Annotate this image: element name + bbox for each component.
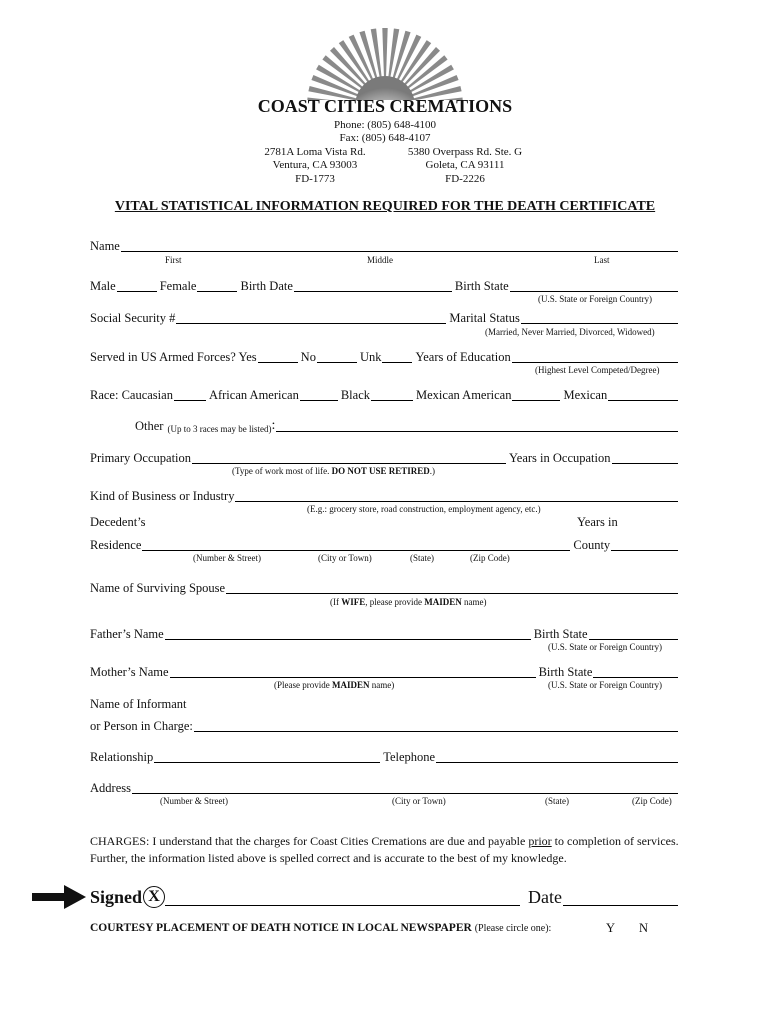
telephone-field[interactable] — [436, 750, 678, 763]
birth-date-label: Birth Date — [240, 279, 293, 293]
mexican-label: Mexican — [563, 388, 608, 402]
education-label: Years of Education — [415, 350, 511, 364]
county-label: County — [573, 538, 611, 552]
signature-field[interactable] — [165, 893, 520, 906]
spouse-hint — [330, 597, 487, 607]
occupation-hint — [232, 466, 435, 476]
occupation-hint-a: (Type of work most of life. — [232, 466, 332, 476]
ssn-row — [90, 308, 680, 326]
served-no-label: No — [300, 350, 316, 364]
mother-row — [90, 662, 680, 680]
courtesy-hint: (Please circle one): — [474, 923, 552, 934]
sex-birth-row — [90, 276, 680, 294]
charges-text-a: CHARGES: I understand that the charges for Coast Cities Cremations are due and payable — [90, 834, 529, 848]
courtesy-label: COURTESY PLACEMENT OF DEATH NOTICE IN LOCAL NEWSPAPER — [90, 922, 472, 934]
signature-x-mark: X — [143, 886, 165, 908]
name-row — [90, 236, 680, 254]
spouse-hint-c: , please provide — [365, 597, 425, 607]
name-field[interactable] — [121, 239, 678, 252]
arrow-right-icon — [32, 885, 86, 909]
mother-label: Mother’s Name — [90, 665, 169, 679]
served-unk-field[interactable] — [382, 350, 412, 363]
father-field[interactable] — [165, 627, 531, 640]
birth-state-field[interactable] — [510, 279, 678, 292]
sun-ray — [382, 28, 387, 78]
marital-field[interactable] — [521, 311, 678, 324]
charges-prior: prior — [528, 834, 552, 848]
education-field[interactable] — [512, 350, 678, 363]
informant-row — [90, 716, 680, 734]
address-street-hint: (Number & Street) — [160, 796, 228, 806]
occupation-row — [90, 448, 680, 466]
black-field[interactable] — [371, 388, 413, 401]
birth-state-hint: (U.S. State or Foreign Country) — [538, 294, 652, 304]
address-field[interactable] — [132, 781, 678, 794]
business-row — [90, 486, 680, 504]
right-address-line2: Goleta, CA 93111 — [425, 159, 505, 171]
decedents-label: Decedent’s — [90, 515, 146, 529]
male-field[interactable] — [117, 279, 157, 292]
other-race-field[interactable] — [276, 419, 678, 432]
residence-zip-hint: (Zip Code) — [470, 553, 510, 563]
charges-text-b: to completion of services. Further, the information listed above is spelled correct and is accurate to the best of my knowledge. — [90, 834, 679, 865]
residence-city-hint: (City or Town) — [318, 553, 372, 563]
african-american-field[interactable] — [300, 388, 338, 401]
marital-hint: (Married, Never Married, Divorced, Widowed) — [485, 327, 655, 337]
female-field[interactable] — [197, 279, 237, 292]
father-birth-hint: (U.S. State or Foreign Country) — [548, 642, 662, 652]
race-label: Race: Caucasian — [90, 388, 173, 402]
mother-hint-b: MAIDEN — [331, 680, 370, 690]
fax: Fax: (805) 648-4107 — [339, 132, 431, 144]
address-row — [90, 778, 680, 796]
male-label: Male — [90, 279, 116, 293]
sun-ray — [388, 29, 399, 79]
father-birth-label: Birth State — [533, 627, 588, 641]
left-address-line2: Ventura, CA 93003 — [272, 159, 358, 171]
spouse-row — [90, 578, 680, 596]
relationship-row — [90, 747, 680, 765]
female-label: Female — [159, 279, 197, 293]
other-race-row — [135, 416, 680, 434]
right-address-line1: 5380 Overpass Rd. Ste. G — [407, 146, 523, 158]
served-unk-label: Unk — [359, 350, 382, 364]
left-license: FD-1773 — [295, 173, 335, 185]
father-label: Father’s Name — [90, 627, 164, 641]
sunburst-logo — [290, 28, 480, 100]
person-in-charge-label: or Person in Charge: — [90, 719, 193, 733]
county-field[interactable] — [611, 538, 678, 551]
spouse-hint-e: name) — [461, 597, 487, 607]
mexican-field[interactable] — [608, 388, 678, 401]
signature-date-field[interactable] — [563, 893, 678, 906]
mother-birth-label: Birth State — [538, 665, 593, 679]
served-label: Served in US Armed Forces? Yes — [90, 350, 257, 364]
right-license: FD-2226 — [445, 173, 485, 185]
first-hint: First — [165, 255, 182, 265]
african-american-label: African American — [208, 388, 299, 402]
business-field[interactable] — [235, 489, 678, 502]
last-hint: Last — [594, 255, 610, 265]
spouse-hint-b: WIFE — [341, 597, 366, 607]
informant-label: Name of Informant — [90, 697, 187, 711]
relationship-field[interactable] — [154, 750, 380, 763]
name-label: Name — [90, 239, 120, 253]
father-row — [90, 624, 680, 642]
armed-forces-row — [90, 347, 680, 365]
ssn-label: Social Security # — [90, 311, 176, 325]
spouse-field[interactable] — [226, 581, 678, 594]
residence-label: Residence — [90, 538, 142, 552]
address-state-hint: (State) — [545, 796, 569, 806]
occupation-hint-b: DO NOT USE RETIRED — [331, 466, 430, 476]
birth-state-label: Birth State — [454, 279, 509, 293]
occupation-hint-c: .) — [429, 466, 435, 476]
marital-label: Marital Status — [449, 311, 520, 325]
mother-hint-c: name) — [369, 680, 395, 690]
served-yes-field[interactable] — [258, 350, 298, 363]
caucasian-field[interactable] — [174, 388, 206, 401]
left-address-line1: 2781A Loma Vista Rd. — [264, 146, 366, 158]
race-row — [90, 385, 680, 403]
relationship-label: Relationship — [90, 750, 154, 764]
other-hint: (Up to 3 races may be listed) — [167, 424, 272, 434]
residence-street-hint: (Number & Street) — [193, 553, 261, 563]
residence-row — [90, 535, 680, 553]
served-no-field[interactable] — [317, 350, 357, 363]
occupation-field[interactable] — [192, 451, 506, 464]
business-label: Kind of Business or Industry — [90, 489, 235, 503]
date-label: Date — [528, 887, 563, 907]
signature-row — [90, 884, 680, 908]
spouse-label: Name of Surviving Spouse — [90, 581, 226, 595]
informant-field[interactable] — [194, 719, 678, 732]
black-label: Black — [340, 388, 371, 402]
occupation-label: Primary Occupation — [90, 451, 192, 465]
mother-hint-a: (Please provide — [274, 680, 332, 690]
form-title: VITAL STATISTICAL INFORMATION REQUIRED FOR THE DEATH CERTIFICATE — [114, 199, 656, 214]
other-label: Other — [135, 419, 164, 433]
address-city-hint: (City or Town) — [392, 796, 446, 806]
mother-hint — [274, 680, 394, 690]
courtesy-yes-option[interactable]: Y — [606, 921, 616, 935]
signed-label: Signed — [90, 887, 143, 907]
business-hint: (E.g.: grocery store, road construction, employment agency, etc.) — [307, 504, 541, 514]
years-in-label: Years in — [577, 515, 618, 529]
address-label: Address — [90, 781, 131, 795]
courtesy-notice — [90, 922, 551, 934]
sun-ray — [371, 29, 382, 79]
father-birth-field[interactable] — [589, 627, 678, 640]
years-occupation-field[interactable] — [612, 451, 678, 464]
telephone-label: Telephone — [383, 750, 436, 764]
spouse-hint-d: MAIDEN — [424, 597, 462, 607]
courtesy-no-option[interactable]: N — [639, 921, 649, 935]
mother-birth-hint: (U.S. State or Foreign Country) — [548, 680, 662, 690]
other-colon: : — [271, 418, 276, 433]
birth-date-field[interactable] — [294, 279, 452, 292]
mother-field[interactable] — [170, 665, 536, 678]
phone: Phone: (805) 648-4100 — [333, 119, 437, 131]
education-hint: (Highest Level Competed/Degree) — [535, 365, 660, 375]
ssn-field[interactable] — [176, 311, 446, 324]
address-zip-hint: (Zip Code) — [632, 796, 672, 806]
spouse-hint-a: (If — [330, 597, 342, 607]
residence-state-hint: (State) — [410, 553, 434, 563]
company-name: COAST CITIES CREMATIONS — [257, 96, 513, 116]
middle-hint: Middle — [367, 255, 393, 265]
mexican-american-field[interactable] — [512, 388, 560, 401]
charges-statement — [90, 833, 690, 867]
residence-field[interactable] — [142, 538, 570, 551]
mexican-american-label: Mexican American — [416, 388, 512, 402]
years-occupation-label: Years in Occupation — [509, 451, 611, 465]
mother-birth-field[interactable] — [593, 665, 678, 678]
